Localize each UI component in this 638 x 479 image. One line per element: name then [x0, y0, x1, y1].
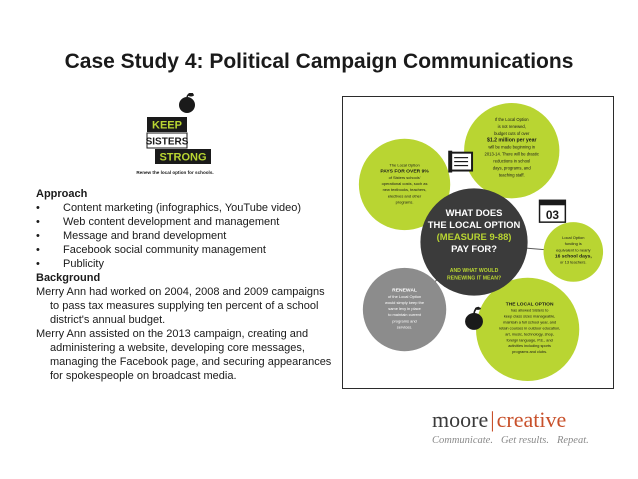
infographic-text-line: operational costs, such as	[381, 181, 428, 187]
tagline-part: Communicate.	[432, 435, 493, 446]
slide-title: Case Study 4: Political Campaign Communications	[64, 50, 574, 73]
moore-word: moore	[432, 407, 489, 432]
center-subtext-line: RENEWING IT MEAN?	[446, 275, 502, 282]
center-subtext-line: AND WHAT WOULD	[449, 267, 499, 274]
infographic-text-line: days, programs, and	[492, 165, 531, 171]
infographic-text-line: art, music, technology, shop,	[505, 331, 555, 337]
infographic-text-line: Local Option	[562, 235, 585, 241]
infographic-text-line: maintain a full school year, and	[503, 319, 557, 325]
list-item: • Web content development and management	[36, 215, 336, 229]
infographic-text-line: new textbooks, teachers,	[382, 187, 427, 193]
approach-heading: Approach	[36, 188, 88, 200]
infographic-text-line: 2013-14. There will be drastic	[484, 151, 539, 157]
approach-list	[36, 201, 336, 271]
infographic-text-line: equivalent to nearly	[556, 247, 591, 253]
center-text-line: PAY FOR?	[451, 242, 497, 254]
moore-creative-wordmark: moore|creative	[432, 407, 567, 432]
center-text-line: WHAT DOES	[445, 207, 503, 219]
creative-word: creative	[496, 407, 567, 432]
infographic-text-line: budget cuts of over	[494, 130, 530, 136]
list-item: • Content marketing (infographics, YouTube video)	[36, 201, 336, 215]
infographic-text-line: services.	[396, 324, 413, 330]
logo-sisters: SISTERS	[145, 136, 189, 148]
infographic-text-line: of the Local Option	[387, 293, 422, 299]
moore-tagline	[432, 435, 612, 446]
infographic-text-line: of Sisters schools'	[388, 174, 421, 180]
infographic-text-line: 16 school days,	[554, 254, 592, 260]
tagline-part: Get results.	[500, 435, 549, 446]
calendar-day: 03	[545, 208, 560, 223]
measure-infographic	[342, 96, 614, 389]
infographic-text-line: would simply keep the	[385, 299, 425, 305]
infographic-text-line: PAYS FOR OVER 9%	[380, 169, 429, 175]
list-item: • Facebook social community management	[36, 243, 336, 257]
infographic-text-line: The Local Option	[389, 162, 420, 168]
infographic-text-line: or 13 teachers.	[560, 259, 587, 265]
infographic-text-line: keep class sizes manageable,	[503, 313, 556, 319]
background-paragraph: Merry Ann had worked on 2004, 2008 and 2009 campaigns to pass tax measures supplying ten percent of a school district's annual budget.	[36, 286, 325, 326]
background-heading: Background	[36, 272, 101, 284]
calendar-icon	[540, 200, 566, 222]
infographic-text-line: activities including sports	[508, 343, 551, 349]
center-text-line: THE LOCAL OPTION	[427, 219, 521, 231]
infographic-text-line: has allowed Sisters to	[510, 307, 549, 313]
text-content	[36, 187, 336, 383]
list-item: • Publicity	[36, 257, 336, 271]
center-text-line: (MEASURE 9-88)	[436, 231, 512, 243]
apple-icon	[179, 93, 195, 113]
moore-creative-logo	[432, 407, 612, 446]
infographic-text-line: will be made beginning in	[488, 144, 536, 150]
infographic-text-line: reductions in school	[493, 158, 531, 164]
infographic-text-line: funding is	[564, 241, 582, 247]
infographic-text-line: programs.	[395, 199, 414, 205]
infographic-text-line: to maintain current	[388, 312, 421, 318]
tagline-part: Repeat.	[556, 435, 589, 446]
logo-keep: KEEP	[152, 119, 182, 132]
infographic-text-line: If the Local Option	[494, 116, 529, 122]
infographic-text-line: electives and other	[387, 193, 422, 199]
infographic-text-line: teaching staff.	[498, 172, 525, 178]
infographic-text-line: programs and clubs.	[512, 349, 548, 355]
infographic-text-line: retain courses in outdoor education,	[498, 325, 561, 331]
infographic-text-line: foreign language, P.E., and	[506, 337, 553, 343]
list-item: • Message and brand development	[36, 229, 336, 243]
background-paragraph: Merry Ann assisted on the 2013 campaign, creating and administering a website, developing core messages, managing the Facebook page, and securing appearances for spokespeople on broadcast media.	[36, 328, 332, 382]
logo-strong: STRONG	[159, 151, 207, 164]
infographic-text-line: same levy in place	[388, 306, 421, 312]
infographic-text-line: RENEWAL	[392, 288, 417, 294]
infographic-text-line: THE LOCAL OPTION	[505, 302, 554, 308]
infographic-text-line: is not renewed,	[497, 123, 526, 129]
keep-sisters-strong-logo	[125, 93, 225, 181]
infographic-text-line: programs and	[392, 318, 417, 324]
logo-tagline: Renew the local option for schools.	[136, 170, 214, 175]
book-icon	[448, 151, 472, 173]
infographic-text-line: $1.2 million per year	[486, 137, 537, 144]
